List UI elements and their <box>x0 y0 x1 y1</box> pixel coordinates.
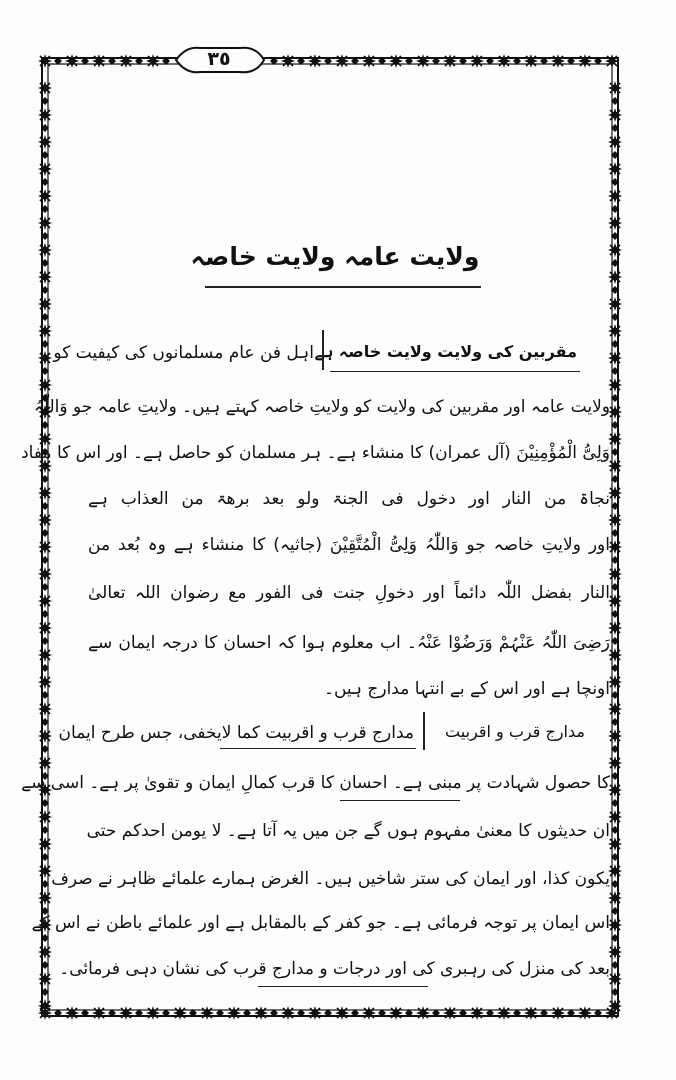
border-flower-ornament <box>281 54 295 68</box>
border-flower-ornament <box>608 216 622 230</box>
border-flower-ornament <box>38 54 52 68</box>
border-flower-ornament <box>119 54 133 68</box>
border-flower-ornament <box>389 1006 403 1020</box>
border-flower-ornament <box>608 189 622 203</box>
border-flower-ornament <box>608 675 622 689</box>
border-flower-ornament <box>608 945 622 959</box>
border-flower-ornament <box>416 54 430 68</box>
body-line-7: رَضِیَ اللّٰہُ عَنْہُمْ وَرَضُوْا عَنْہُ۔ اب معلوم ہوا کہ احسان کا درجہ ایمان سے <box>88 633 610 653</box>
border-flower-ornament <box>608 594 622 608</box>
border-flower-ornament <box>335 54 349 68</box>
border-flower-ornament <box>608 108 622 122</box>
border-flower-ornament <box>119 1006 133 1020</box>
border-flower-ornament <box>608 999 622 1013</box>
border-flower-ornament <box>38 621 52 635</box>
border-flower-ornament <box>38 216 52 230</box>
border-flower-ornament <box>551 54 565 68</box>
border-flower-ornament <box>608 378 622 392</box>
body-line-8: اونچا ہے اور اس کے بے انتہا مدارج ہیں۔ <box>324 679 610 699</box>
border-flower-ornament <box>497 54 511 68</box>
border-flower-ornament <box>38 972 52 986</box>
border-flower-ornament <box>38 702 52 716</box>
border-flower-ornament <box>524 54 538 68</box>
border-flower-ornament <box>38 810 52 824</box>
body-line-4: نجاۃ من النار اور دخول فی الجنۃ ولو بعد برھۃ من العذاب ہے <box>88 489 610 509</box>
body-line-10: کا حصول شہادت پر مبنی ہے۔ احسان کا قرب کمالِ ایمان و تقویٰ پر ہے۔ اسی سے <box>21 773 610 793</box>
border-flower-ornament <box>146 54 160 68</box>
border-flower-ornament <box>608 81 622 95</box>
border-flower-ornament <box>38 162 52 176</box>
border-flower-ornament <box>38 324 52 338</box>
border-flower-ornament <box>200 1006 214 1020</box>
border-flower-ornament <box>38 864 52 878</box>
border-flower-ornament <box>38 486 52 500</box>
page-number: ٣٥ <box>207 48 231 70</box>
body-line-12: یکون کذا، اور ایمان کی ستر شاخیں ہیں۔ الغرض ہمارے علمائے ظاہر نے صرف <box>51 869 610 889</box>
border-flower-ornament <box>608 837 622 851</box>
border-flower-ornament <box>38 378 52 392</box>
border-flower-ornament <box>608 405 622 419</box>
body-line-14: بعد کی منزل کی رہبری کی اور درجات و مدارج قرب کی نشان دہی فرمائی۔ <box>59 959 610 979</box>
border-flower-ornament <box>608 972 622 986</box>
border-flower-ornament <box>227 1006 241 1020</box>
border-flower-ornament <box>173 1006 187 1020</box>
border-flower-ornament <box>38 513 52 527</box>
border-flower-ornament <box>608 621 622 635</box>
border-flower-ornament <box>497 1006 511 1020</box>
border-flower-ornament <box>608 162 622 176</box>
border-flower-ornament <box>38 675 52 689</box>
body-line-9: مدارج قرب و اقربیت کما لایخفی، جس طرح ایمان <box>58 723 414 743</box>
border-flower-ornament <box>608 891 622 905</box>
border-flower-ornament <box>608 243 622 257</box>
border-flower-ornament <box>608 756 622 770</box>
border-flower-ornament <box>38 270 52 284</box>
border-flower-ornament <box>470 54 484 68</box>
border-flower-ornament <box>608 918 622 932</box>
border-flower-ornament <box>65 54 79 68</box>
border-flower-ornament <box>308 54 322 68</box>
body-line-11: ان حدیثوں کا معنیٰ مفہوم ہوں گے جن میں یہ آتا ہے۔ لا یومن احدکم حتی <box>86 821 610 841</box>
border-flower-ornament <box>38 837 52 851</box>
border-flower-ornament <box>146 1006 160 1020</box>
phrase-underline-1 <box>220 748 416 749</box>
border-flower-ornament <box>608 432 622 446</box>
border-flower-ornament <box>608 864 622 878</box>
border-flower-ornament <box>608 648 622 662</box>
border-flower-ornament <box>443 1006 457 1020</box>
border-flower-ornament <box>38 297 52 311</box>
border-flower-ornament <box>608 324 622 338</box>
border-flower-ornament <box>605 54 619 68</box>
border-flower-ornament <box>470 1006 484 1020</box>
border-flower-ornament <box>608 729 622 743</box>
border-flower-ornament <box>608 540 622 554</box>
border-flower-ornament <box>608 270 622 284</box>
border-flower-ornament <box>38 243 52 257</box>
border-flower-ornament <box>38 594 52 608</box>
side-note-2-divider <box>423 712 425 750</box>
border-flower-ornament <box>608 297 622 311</box>
body-line-5: اور ولایتِ خاصہ جو وَاللّٰہُ وَلِیُّ الْمُتَّقِیْنَ (جاثیہ) کا منشاء ہے وہ بُعد من <box>88 535 610 555</box>
body-line-6: النار بفضل اللّٰہ دائماً اور دخولِ جنت فی الفور مع رضوان اللہ تعالیٰ <box>88 583 610 603</box>
side-note-1: مقربین کی ولایت ولایت خاصہ ہے <box>314 342 577 361</box>
side-note-1-divider <box>322 330 324 370</box>
border-flower-ornament <box>38 945 52 959</box>
side-note-1-underline <box>330 371 580 372</box>
border-flower-ornament <box>38 648 52 662</box>
border-flower-ornament <box>335 1006 349 1020</box>
border-flower-ornament <box>38 108 52 122</box>
chapter-heading: ولایت عامہ ولایت خاصہ <box>190 242 480 271</box>
phrase-underline-2 <box>340 800 460 801</box>
border-flower-ornament <box>608 351 622 365</box>
border-flower-ornament <box>38 567 52 581</box>
border-flower-ornament <box>524 1006 538 1020</box>
side-note-2: مدارج قرب و اقربیت <box>445 722 585 741</box>
border-flower-ornament <box>38 999 52 1013</box>
border-flower-ornament <box>389 54 403 68</box>
border-flower-ornament <box>416 1006 430 1020</box>
border-flower-ornament <box>608 486 622 500</box>
border-flower-ornament <box>65 1006 79 1020</box>
border-flower-ornament <box>608 513 622 527</box>
border-flower-ornament <box>38 729 52 743</box>
body-line-3: وَلِیُّ الْمُؤْمِنِیْنَ (آل عمران) کا منشاء ہے۔ ہر مسلمان کو حاصل ہے۔ اور اس کا مفاد <box>21 443 610 463</box>
body-line-1: اہل فن عام مسلمانوں کی کیفیت کو <box>53 343 314 363</box>
phrase-underline-3 <box>258 986 428 987</box>
border-flower-ornament <box>608 459 622 473</box>
heading-underline <box>205 286 481 288</box>
body-line-13: اس ایمان پر توجہ فرمائی ہے۔ جو کفر کے بالمقابل ہے اور علمائے باطن نے اس کے <box>31 913 610 933</box>
border-flower-ornament <box>608 810 622 824</box>
border-flower-ornament <box>38 81 52 95</box>
border-flower-ornament <box>38 135 52 149</box>
border-flower-ornament <box>362 54 376 68</box>
border-flower-ornament <box>608 135 622 149</box>
border-flower-ornament <box>38 540 52 554</box>
border-flower-ornament <box>551 1006 565 1020</box>
border-flower-ornament <box>254 1006 268 1020</box>
border-flower-ornament <box>443 54 457 68</box>
border-flower-ornament <box>608 567 622 581</box>
border-flower-ornament <box>362 1006 376 1020</box>
border-flower-ornament <box>578 54 592 68</box>
body-line-2: ولایت عامہ اور مقربین کی ولایت کو ولایتِ خاصہ کہتے ہیں۔ ولایتِ عامہ جو وَاللّٰہُ <box>33 397 610 417</box>
border-flower-ornament <box>608 702 622 716</box>
border-flower-ornament <box>281 1006 295 1020</box>
border-flower-ornament <box>38 351 52 365</box>
border-flower-ornament <box>38 189 52 203</box>
border-flower-ornament <box>578 1006 592 1020</box>
border-flower-ornament <box>308 1006 322 1020</box>
border-flower-ornament <box>608 783 622 797</box>
border-flower-ornament <box>38 891 52 905</box>
border-flower-ornament <box>92 1006 106 1020</box>
border-flower-ornament <box>92 54 106 68</box>
